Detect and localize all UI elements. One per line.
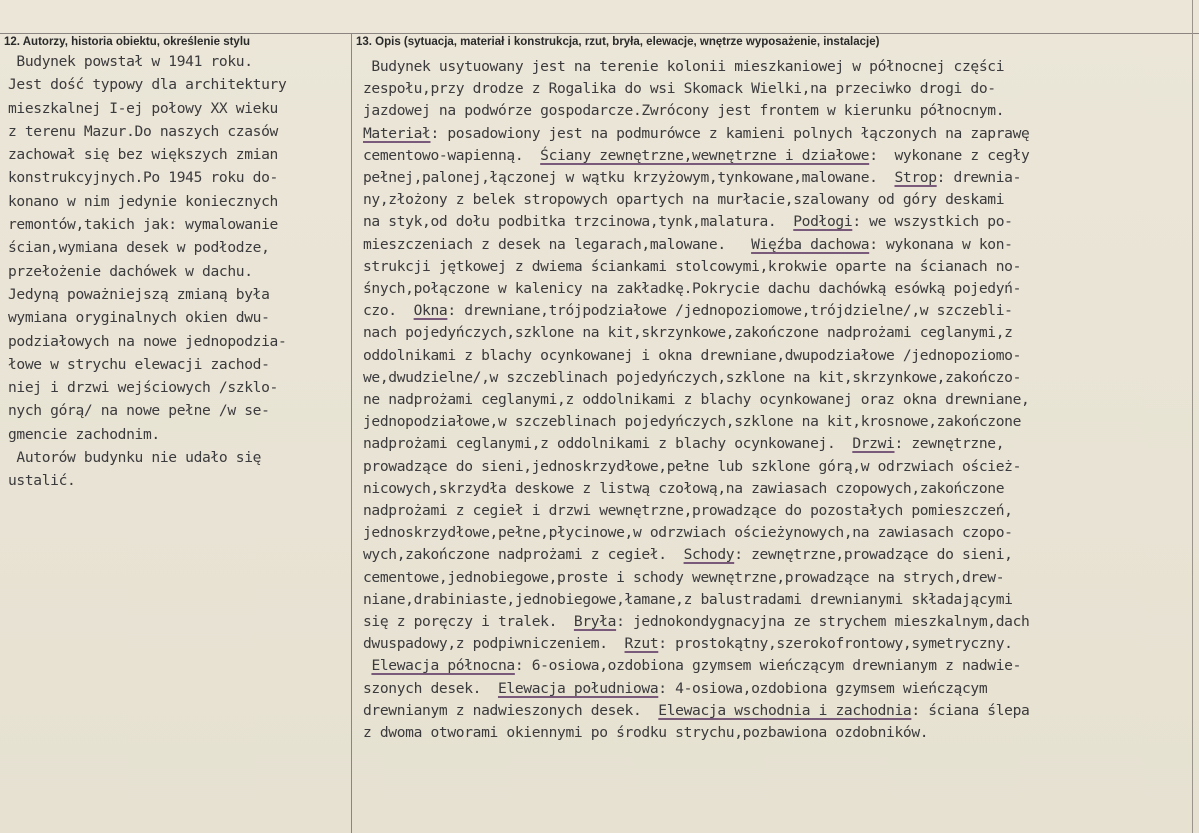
text-line: konstrukcyjnych.Po 1945 roku do- xyxy=(8,169,278,187)
text-line xyxy=(363,211,1193,233)
underlined-keyword: Bryła xyxy=(573,613,617,631)
text-line xyxy=(363,78,1193,100)
text-line xyxy=(363,433,1193,455)
text-segment: : ściana ślepa xyxy=(911,701,1030,719)
column-divider xyxy=(351,33,352,833)
text-line xyxy=(363,456,1193,478)
text-line xyxy=(363,367,1193,389)
text-segment: : we wszystkich po- xyxy=(852,213,1013,231)
text-line: łowe w strychu elewacji zachod- xyxy=(8,355,270,373)
text-line: Autorów budynku nie udało się xyxy=(8,449,262,467)
text-segment: jazdowej na podwórze gospodarcze.Zwrócony jest frontem w kierunku północnym. xyxy=(363,102,1005,120)
underlined-keyword: Elewacja północna xyxy=(371,657,515,675)
underlined-keyword: Elewacja południowa xyxy=(497,679,659,697)
text-line: przełożenie dachówek w dachu. xyxy=(8,262,253,280)
text-line: Jest dość typowy dla architektury xyxy=(8,76,287,94)
text-line xyxy=(363,256,1193,278)
text-segment: ny,złożony z belek stropowych opartych na murłacie,szalowany od góry deskami xyxy=(363,191,1005,209)
text-line xyxy=(363,389,1193,411)
text-line xyxy=(363,700,1193,722)
text-line: podziałowych na nowe jednopodzia- xyxy=(8,332,287,350)
text-line xyxy=(363,100,1193,122)
text-segment: śnych,połączone w kalenicy na zakładkę.Pokrycie dachu dachówką esówką pojedyń- xyxy=(363,280,1022,298)
text-line: ustalić. xyxy=(8,472,76,490)
text-line: wymiana oryginalnych okien dwu- xyxy=(8,309,270,327)
text-line xyxy=(363,189,1193,211)
text-segment: drewnianym z nadwieszonych desek. xyxy=(363,701,659,719)
text-line xyxy=(363,678,1193,700)
text-segment: : drewniane,trójpodziałowe /jednopoziomowe,trójdzielne/,w szczebli- xyxy=(447,302,1013,320)
text-line xyxy=(363,567,1193,589)
text-segment: pełnej,palonej,łączonej w wątku krzyżowym,tynkowane,malowane. xyxy=(363,169,895,187)
text-line xyxy=(363,544,1193,566)
text-segment: wych,zakończone nadprożami z cegieł. xyxy=(363,546,684,564)
underlined-keyword: Więźba dachowa xyxy=(751,235,870,253)
underlined-keyword: Ściany zewnętrzne,wewnętrzne i działowe xyxy=(540,146,870,164)
text-segment: : zewnętrzne, xyxy=(894,435,1005,453)
text-line: mieszkalnej I-ej połowy XX wieku xyxy=(8,99,278,117)
underlined-keyword: Rzut xyxy=(624,635,659,653)
text-line: nych górą/ na nowe pełne /w se- xyxy=(8,402,270,420)
underlined-keyword: Materiał xyxy=(363,124,431,142)
text-line xyxy=(363,522,1193,544)
underlined-keyword: Drzwi xyxy=(852,435,895,453)
text-segment: Budynek usytuowany jest na terenie kolonii mieszkaniowej w północnej części xyxy=(363,58,1005,75)
text-line xyxy=(363,56,1193,78)
text-line: zachował się bez większych zmian xyxy=(8,146,278,164)
underlined-keyword: Elewacja wschodnia i zachodnia xyxy=(658,701,912,719)
text-segment: ne nadprożami ceglanymi,z oddolnikami z blachy ocynkowanej oraz okna drewniane, xyxy=(363,391,1030,409)
text-line xyxy=(363,278,1193,300)
text-segment: nadprożami z cegieł i drzwi wewnętrzne,prowadzące do pozostałych pomieszczeń, xyxy=(363,502,1013,520)
text-segment: się z poręczy i tralek. xyxy=(363,613,574,631)
text-segment: jednopodziałowe,w szczeblinach pojedyńczych,szklone na kit,krosnowe,zakończone xyxy=(363,413,1022,431)
text-line: konano w nim jedynie koniecznych xyxy=(8,192,278,210)
underlined-keyword: Schody xyxy=(683,546,735,564)
text-segment: : 6-osiowa,ozdobiona gzymsem wieńczącym drewnianym z nadwie- xyxy=(514,657,1022,675)
text-segment: nadprożami ceglanymi,z oddolnikami z blachy ocynkowanej. xyxy=(363,435,853,453)
text-segment: zespołu,przy drodze z Rogalika do wsi Skomack Wielki,na przeciwko drogi do- xyxy=(363,80,996,98)
text-segment: niane,drabiniaste,jednobiegowe,łamane,z balustradami drewnianymi składającymi xyxy=(363,590,1013,608)
text-line xyxy=(363,500,1193,522)
text-segment: : 4-osiowa,ozdobiona gzymsem wieńczącym xyxy=(658,679,988,697)
section-12-text xyxy=(8,50,346,493)
text-line: Budynek powstał w 1941 roku. xyxy=(8,53,253,70)
text-segment: szonych desek. xyxy=(363,679,498,697)
text-line xyxy=(363,345,1193,367)
underlined-keyword: Podłogi xyxy=(793,213,853,231)
text-line: niej i drzwi wejściowych /szklo- xyxy=(8,379,278,397)
underlined-keyword: Okna xyxy=(413,302,448,320)
text-line xyxy=(363,589,1193,611)
underlined-keyword: Strop xyxy=(894,169,937,187)
text-segment: czo. xyxy=(363,302,414,320)
text-line xyxy=(363,145,1193,167)
text-line: remontów,takich jak: wymalowanie xyxy=(8,216,278,234)
text-line: z terenu Mazur.Do naszych czasów xyxy=(8,122,278,140)
text-line xyxy=(363,300,1193,322)
text-segment: : wykonane z cegły xyxy=(869,146,1030,164)
text-line xyxy=(363,611,1193,633)
text-segment: dwuspadowy,z podpiwniczeniem. xyxy=(363,635,625,653)
section-13-text xyxy=(363,56,1193,744)
text-segment: we,dwudzielne/,w szczeblinach pojedyńczych,szklone na kit,skrzynkowe,zakończo- xyxy=(363,368,1022,386)
text-segment: : prostokątny,szerokofrontowy,symetryczny. xyxy=(658,635,1013,653)
text-segment: : zewnętrzne,prowadzące do sieni, xyxy=(734,546,1013,564)
text-segment: cementowe,jednobiegowe,proste i schody wewnętrzne,prowadzące na strych,drew- xyxy=(363,568,1005,586)
text-line xyxy=(363,322,1193,344)
text-line xyxy=(363,478,1193,500)
top-divider xyxy=(0,33,1199,34)
text-segment: : drewnia- xyxy=(936,169,1022,187)
text-segment: z dwoma otworami okiennymi po środku strychu,pozbawiona ozdobników. xyxy=(363,724,929,742)
text-segment: cementowo-wapienną. xyxy=(363,146,541,164)
text-line: Jedyną poważniejszą zmianą była xyxy=(8,285,270,303)
text-line xyxy=(363,123,1193,145)
text-line: ścian,wymiana desek w podłodze, xyxy=(8,239,270,257)
text-segment: mieszczeniach z desek na legarach,malowane. xyxy=(363,235,752,253)
text-line xyxy=(363,655,1193,677)
text-line xyxy=(363,633,1193,655)
text-line xyxy=(363,234,1193,256)
text-segment: oddolnikami z blachy ocynkowanej i okna drewniane,dwupodziałowe /jednopoziomo- xyxy=(363,346,1022,364)
text-line xyxy=(363,722,1193,744)
text-segment: na styk,od dołu podbitka trzcinowa,tynk,malatura. xyxy=(363,213,794,231)
section-12-heading: 12. Autorzy, historia obiektu, określenie stylu xyxy=(4,36,251,48)
text-segment: prowadzące do sieni,jednoskrzydłowe,pełne lub szklone górą,w odrzwiach oścież- xyxy=(363,457,1022,475)
text-segment: : posadowiony jest na podmurówce z kamieni polnych łączonych na zaprawę xyxy=(430,124,1030,142)
text-segment: : wykonana w kon- xyxy=(869,235,1013,253)
text-segment: : jednokondygnacyjna ze strychem mieszkalnym,dach xyxy=(616,613,1030,631)
section-13-heading: 13. Opis (sytuacja, materiał i konstrukcja, rzut, bryła, elewacje, wnętrze wyposażenie, instalacje) xyxy=(356,36,880,48)
text-segment: strukcji jętkowej z dwiema ściankami stolcowymi,krokwie oparte na ścianach no- xyxy=(363,257,1022,275)
text-line: gmencie zachodnim. xyxy=(8,425,160,443)
text-line xyxy=(363,167,1193,189)
text-segment: nach pojedyńczych,szklone na kit,skrzynkowe,zakończone nadprożami ceglanymi,z xyxy=(363,324,1013,342)
text-segment: nicowych,skrzydła deskowe z listwą czołową,na zawiasach czopowych,zakończone xyxy=(363,479,1005,497)
text-segment: jednoskrzydłowe,pełne,płycinowe,w odrzwiach ościeżynowych,na zawiasach czopo- xyxy=(363,524,1013,542)
text-line xyxy=(363,411,1193,433)
